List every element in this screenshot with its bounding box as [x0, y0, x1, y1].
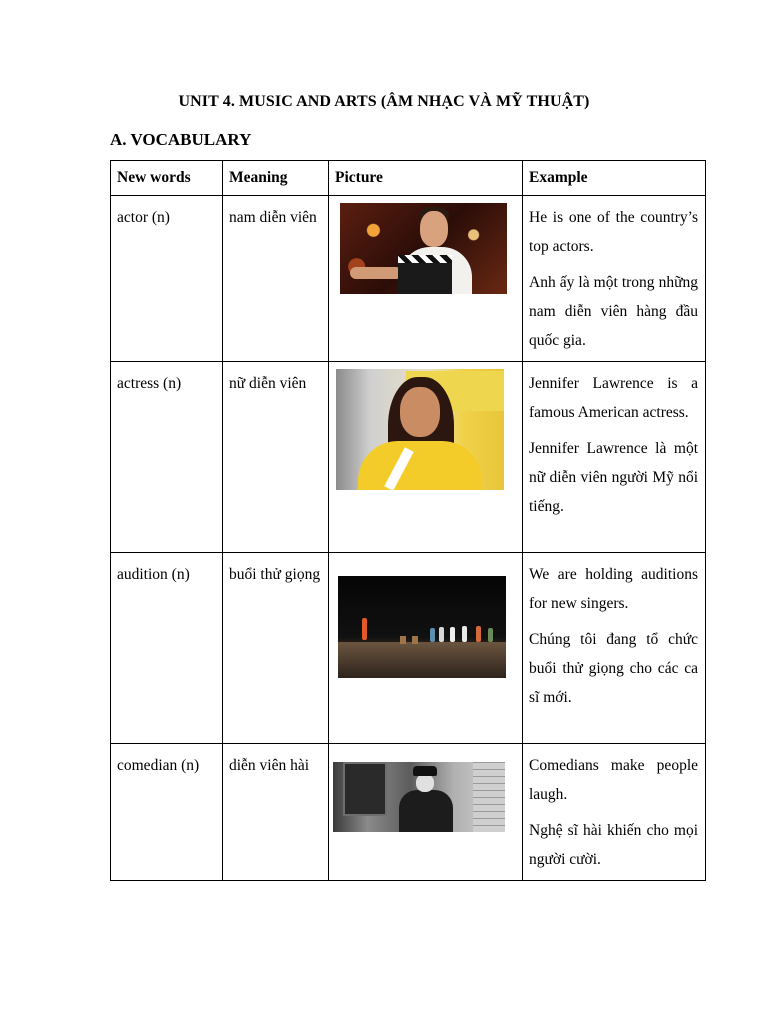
meaning-cell: diễn viên hài [223, 744, 329, 881]
picture-cell [329, 196, 523, 362]
word-cell: actor (n) [111, 196, 223, 362]
comedian-photo-icon [333, 762, 505, 832]
header-meaning: Meaning [223, 161, 329, 196]
header-example: Example [523, 161, 706, 196]
table-row [111, 744, 706, 881]
example-vietnamese: Chúng tôi đang tổ chức buổi thử giọng cho các ca sĩ mới. [529, 631, 698, 706]
page-title: UNIT 4. MUSIC AND ARTS (ÂM NHẠC VÀ MỸ THUẬT) [178, 93, 590, 110]
picture-cell [329, 553, 523, 744]
audition-stage-photo-icon [338, 576, 506, 678]
header-picture: Picture [329, 161, 523, 196]
table-header-row [111, 161, 706, 196]
header-new-words: New words [111, 161, 223, 196]
word-cell: audition (n) [111, 553, 223, 744]
vocabulary-table [110, 160, 706, 881]
example-english: We are holding auditions for new singers. [529, 566, 698, 612]
example-cell [523, 553, 706, 744]
example-english: He is one of the country’s top actors. [529, 209, 698, 255]
actor-photo-icon [340, 203, 507, 294]
example-english: Jennifer Lawrence is a famous American actress. [529, 375, 698, 421]
example-vietnamese: Anh ấy là một trong những nam diễn viên hàng đầu quốc gia. [529, 274, 698, 349]
example-vietnamese: Nghệ sĩ hài khiến cho mọi người cười. [529, 822, 698, 868]
example-english: Comedians make people laugh. [529, 757, 698, 803]
example-cell [523, 362, 706, 553]
table-row [111, 196, 706, 362]
table-row [111, 553, 706, 744]
picture-cell [329, 744, 523, 881]
example-cell [523, 744, 706, 881]
meaning-cell: nữ diễn viên [223, 362, 329, 553]
word-cell: comedian (n) [111, 744, 223, 881]
actress-photo-icon [336, 369, 504, 490]
table-row [111, 362, 706, 553]
meaning-cell: nam diễn viên [223, 196, 329, 362]
meaning-cell: buổi thử giọng [223, 553, 329, 744]
example-vietnamese: Jennifer Lawrence là một nữ diễn viên người Mỹ nổi tiếng. [529, 440, 698, 515]
example-cell [523, 196, 706, 362]
section-heading: A. VOCABULARY [110, 130, 252, 149]
picture-cell [329, 362, 523, 553]
word-cell: actress (n) [111, 362, 223, 553]
